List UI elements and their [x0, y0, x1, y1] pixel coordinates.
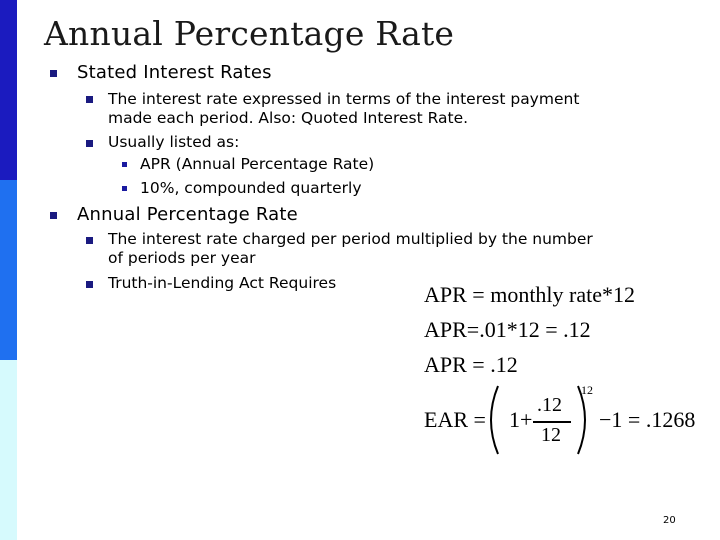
bullet-marker	[86, 281, 93, 288]
ear-one-plus: 1+	[509, 407, 533, 432]
ear-numerator: .12	[537, 394, 562, 416]
bullet-definition-line2: made each period. Also: Quoted Interest Rate.	[108, 109, 469, 127]
equation-apr-calc: APR=.01*12 = .12	[424, 317, 591, 342]
bullet-annual-percentage-rate: Annual Percentage Rate	[77, 204, 298, 225]
bullet-charged-line2: of periods per year	[108, 249, 256, 267]
left-paren-icon	[480, 384, 504, 456]
bullet-marker	[86, 96, 93, 103]
slide-title: Annual Percentage Rate	[44, 14, 455, 53]
ear-exponent: 12	[581, 383, 593, 397]
sidebar-bar-middle	[0, 180, 17, 360]
bullet-definition-line1: The interest rate expressed in terms of the interest payment	[108, 90, 580, 108]
bullet-marker	[86, 140, 93, 147]
bullet-stated-interest-rates: Stated Interest Rates	[77, 62, 272, 83]
bullet-apr-example: APR (Annual Percentage Rate)	[140, 155, 375, 173]
bullet-marker	[122, 162, 127, 167]
bullet-charged-line1: The interest rate charged per period multiplied by the number	[108, 230, 593, 248]
fraction-bar	[533, 421, 571, 423]
sidebar-bar-top	[0, 0, 17, 180]
bullet-truth-in-lending: Truth-in-Lending Act Requires	[108, 274, 337, 292]
page-number: 20	[663, 515, 676, 526]
ear-rest: −1 = .1268	[599, 407, 696, 432]
bullet-compounded-example: 10%, compounded quarterly	[140, 179, 362, 197]
bullet-usually-listed: Usually listed as:	[108, 133, 240, 151]
bullet-marker	[50, 70, 57, 77]
ear-denominator: 12	[541, 424, 561, 446]
bullet-marker	[50, 212, 57, 219]
ear-lhs: EAR =	[424, 407, 486, 432]
sidebar-bar-bottom	[0, 360, 17, 540]
bullet-marker	[86, 237, 93, 244]
bullet-marker	[122, 186, 127, 191]
equation-apr-monthly: APR = monthly rate*12	[424, 282, 636, 307]
equation-apr-result: APR = .12	[424, 352, 518, 377]
